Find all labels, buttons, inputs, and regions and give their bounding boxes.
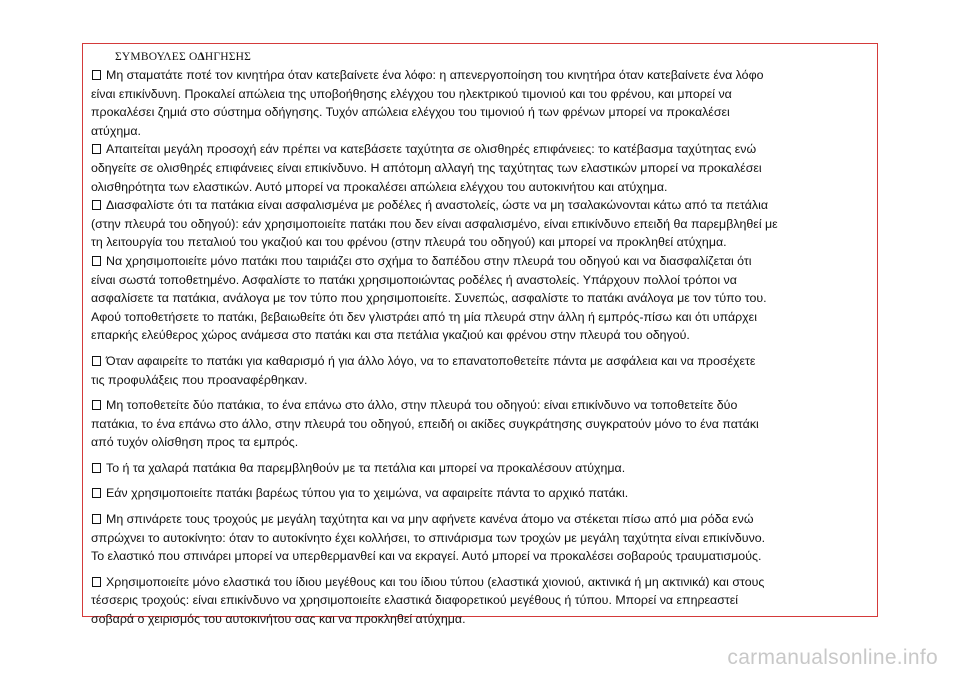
advice-paragraph <box>91 573 879 629</box>
paragraph-line-text: προκαλέσει ζημιά στο σύστημα οδήγησης. Τυχόν απώλεια ελέγχου του τιμονιού ή των φρένων μπορεί να προκαλέσει <box>91 105 730 120</box>
paragraph-line-text: Να χρησιμοποιείτε μόνο πατάκι που ταιριάζει στο σχήμα το δαπέδου στην πλευρά του οδηγού και να διασφαλίζεται ότι <box>106 253 752 268</box>
paragraph-line <box>91 415 879 434</box>
paragraph-line <box>91 215 879 234</box>
paragraph-line <box>91 591 879 610</box>
advice-paragraph <box>91 66 879 140</box>
paragraph-line-text: είναι σωστά τοποθετημένο. Ασφαλίστε το πατάκι χρησιμοποιώντας ροδέλες ή αναστολείς. Υπάρχουν πολλοί τρόποι να <box>91 272 737 287</box>
watermark: carmanualsonline.info <box>727 646 938 669</box>
paragraph-line-text: Μη σπινάρετε τους τροχούς με μεγάλη ταχύτητα και να μην αφήνετε κανένα άτομο να στέκεται πίσω από μια ρόδα ενώ <box>106 512 754 527</box>
paragraph-gap <box>91 566 879 573</box>
checkbox-bullet-icon <box>92 514 101 524</box>
section-title <box>115 48 879 66</box>
driving-advice-box <box>82 43 878 627</box>
section-title-bold-letter: Δ <box>197 51 205 63</box>
advice-paragraph <box>91 459 879 478</box>
paragraph-gap <box>91 389 879 396</box>
paragraph-line-text: πατάκια, το ένα επάνω στο άλλο, στην πλευρά του οδηγού, επειδή οι ακίδες συγκράτησης συγκρατούν μόνο το ένα πατάκι <box>91 416 759 431</box>
advice-paragraph <box>91 484 879 503</box>
paragraph-line-text: ασφαλίσετε τα πατάκια, ανάλογα με τον τύπο που χρησιμοποιείτε. Συνεπώς, ασφαλίστε το πατάκι ανάλογα με τον τύπο του. <box>91 291 767 306</box>
checkbox-bullet-icon <box>92 577 101 587</box>
paragraph-line-text: τις προφυλάξεις που προαναφέρθηκαν. <box>91 372 308 387</box>
paragraph-line-text: Απαιτείται μεγάλη προσοχή εάν πρέπει να κατεβάσετε ταχύτητα σε ολισθηρές επιφάνειες: το κατέβασμα ταχύτητας ενώ <box>106 142 757 157</box>
paragraph-line <box>91 610 879 629</box>
paragraph-line <box>91 233 879 252</box>
paragraph-line <box>91 122 879 141</box>
paragraph-line-text: είναι επικίνδυνη. Προκαλεί απώλεια της υποβοήθησης ελέγχου του ηλεκτρικού τιμονιού και του φρένου, και μπορεί να <box>91 86 732 101</box>
paragraph-line-text: Το ή τα χαλαρά πατάκια θα παρεμβληθούν με τα πετάλια και μπορεί να προκαλέσουν ατύχημα. <box>106 460 626 475</box>
paragraph-line-text: (στην πλευρά του οδηγού): εάν χρησιμοποιείτε πατάκι που δεν είναι ασφαλισμένο, είναι επικίνδυνο επειδή θα παρεμβληθεί με <box>91 216 778 231</box>
paragraph-line <box>91 433 879 452</box>
paragraph-line <box>91 178 879 197</box>
advice-paragraph <box>91 396 879 452</box>
paragraph-line <box>91 484 879 503</box>
paragraph-line <box>91 103 879 122</box>
advice-paragraph <box>91 510 879 566</box>
paragraph-gap <box>91 503 879 510</box>
paragraph-line-text: Χρησιμοποιείτε μόνο ελαστικά του ίδιου μεγέθους και του ίδιου τύπου (ελαστικά χιονιού, ακτινικά ή μη ακτινικά) και στους <box>106 574 765 589</box>
paragraph-line <box>91 529 879 548</box>
paragraph-line-text: τέσσερις τροχούς: είναι επικίνδυνο να χρησιμοποιείτε ελαστικά διαφορετικού μεγέθους ή τύπου. Μπορεί να επηρεαστεί <box>91 593 739 608</box>
paragraph-line <box>91 252 879 271</box>
paragraph-line <box>91 459 879 478</box>
paragraph-line <box>91 352 879 371</box>
paragraph-line <box>91 547 879 566</box>
paragraph-line <box>91 289 879 308</box>
paragraph-line-text: οδηγείτε σε ολισθηρές επιφάνειες είναι επικίνδυνο. Η απότομη αλλαγή της ταχύτητας των ελαστικών μπορεί να προκαλέσει <box>91 160 762 175</box>
advice-paragraph <box>91 196 879 252</box>
paragraph-gap <box>91 452 879 459</box>
section-title-prefix: ΣΥΜΒΟΥΛΕΣ Ο <box>115 51 198 63</box>
paragraph-line <box>91 573 879 592</box>
paragraph-line <box>91 510 879 529</box>
checkbox-bullet-icon <box>92 70 101 80</box>
checkbox-bullet-icon <box>92 356 101 366</box>
checkbox-bullet-icon <box>92 400 101 410</box>
advice-paragraph <box>91 140 879 196</box>
advice-paragraph <box>91 352 879 389</box>
paragraph-line-text: Διασφαλίστε ότι τα πατάκια είναι ασφαλισμένα με ροδέλες ή αναστολείς, ώστε να μη τσαλακώνονται κάτω από τα πετάλια <box>106 198 769 213</box>
driving-advice-content <box>91 48 879 629</box>
paragraph-line <box>91 159 879 178</box>
checkbox-bullet-icon <box>92 144 101 154</box>
paragraph-line <box>91 85 879 104</box>
paragraph-line <box>91 271 879 290</box>
paragraph-line-text: Μη τοποθετείτε δύο πατάκια, το ένα επάνω στο άλλο, στην πλευρά του οδηγού: είναι επικίνδυνο να τοποθετείτε δύο <box>106 398 738 413</box>
paragraph-line-text: σοβαρά ο χειρισμός του αυτοκινήτου σας και να προκληθεί ατύχημα. <box>91 612 466 627</box>
advice-paragraph <box>91 252 879 345</box>
paragraph-line <box>91 371 879 390</box>
paragraph-line <box>91 140 879 159</box>
paragraph-line-text: από τυχόν ολίσθηση προς τα εμπρός. <box>91 435 299 450</box>
checkbox-bullet-icon <box>92 463 101 473</box>
paragraph-line-text: επαρκής ελεύθερος χώρος ανάμεσα στο πατάκι και στα πετάλια γκαζιού και φρένου στην πλευρά του οδηγού. <box>91 328 690 343</box>
checkbox-bullet-icon <box>92 256 101 266</box>
paragraph-line <box>91 396 879 415</box>
paragraph-line <box>91 66 879 85</box>
checkbox-bullet-icon <box>92 488 101 498</box>
paragraph-gap <box>91 477 879 484</box>
paragraph-line-text: Εάν χρησιμοποιείτε πατάκι βαρέως τύπου για το χειμώνα, να αφαιρείτε πάντα το αρχικό πατάκι. <box>106 486 629 501</box>
paragraph-line-text: Το ελαστικό που σπινάρει μπορεί να υπερθερμανθεί και να εκραγεί. Αυτό μπορεί να προκαλέσει σοβαρούς τραυματισμούς. <box>91 549 762 564</box>
paragraph-line <box>91 196 879 215</box>
paragraph-line-text: σπρώχνει το αυτοκίνητο: όταν το αυτοκίνητο έχει κολλήσει, το σπινάρισμα των τροχών με μεγάλη ταχύτητα είναι επικίνδυνο. <box>91 530 766 545</box>
paragraph-line-text: Μη σταματάτε ποτέ τον κινητήρα όταν κατεβαίνετε ένα λόφο: η απενεργοποίηση του κινητήρα όταν κατεβαίνετε ένα λόφο <box>106 68 764 82</box>
paragraph-line-text: ατύχημα. <box>91 123 141 138</box>
paragraph-line <box>91 326 879 345</box>
paragraph-gap <box>91 345 879 352</box>
checkbox-bullet-icon <box>92 200 101 210</box>
paragraph-line-text: τη λειτουργία του πεταλιού του γκαζιού και του φρένου (στην πλευρά του οδηγού) και μπορεί να προκληθεί ατύχημα. <box>91 235 727 250</box>
paragraph-line-text: ολισθηρότητα των ελαστικών. Αυτό μπορεί να προκαλέσει απώλεια ελέγχου του αυτοκινήτου και ατύχημα. <box>91 179 668 194</box>
paragraph-line-text: Αφού τοποθετήσετε το πατάκι, βεβαιωθείτε ότι δεν γλιστράει από τη μία πλευρά στην άλλη ή εμπρός-πίσω και ότι υπάρχει <box>91 309 757 324</box>
paragraph-line-text: Όταν αφαιρείτε το πατάκι για καθαρισμό ή για άλλο λόγο, να το επανατοποθετείτε πάντα με ασφάλεια και να προσέχετε <box>106 353 756 368</box>
paragraph-line <box>91 308 879 327</box>
section-title-suffix: ΗΓΗΣΗΣ <box>204 51 252 63</box>
